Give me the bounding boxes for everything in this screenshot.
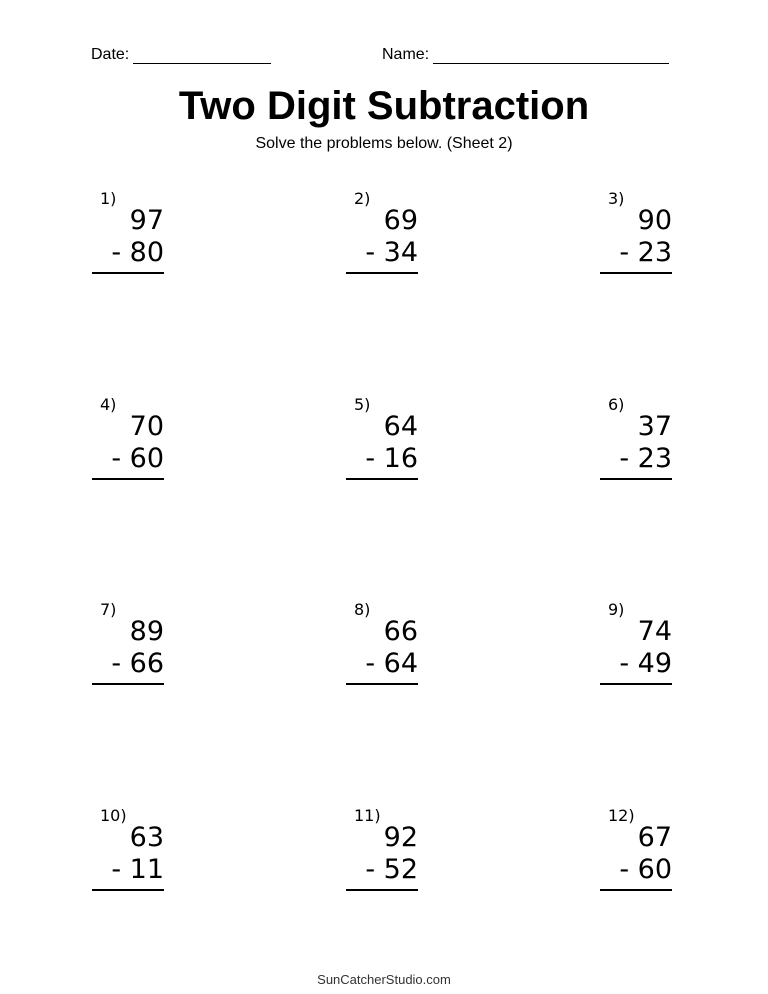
problem-number: 12) [608,806,635,825]
date-blank-line[interactable] [133,47,271,64]
date-label: Date: [91,46,130,63]
subtrahend: - 80 [111,237,164,268]
minuend: 90 [637,205,672,236]
name-field[interactable] [382,46,669,64]
answer-line [600,478,672,480]
worksheet-title: Two Digit Subtraction [178,84,590,128]
problem-number: 5) [354,395,371,414]
site-credit: SunCatcherStudio.com [317,972,451,987]
date-field[interactable] [91,46,271,64]
answer-line [346,889,418,891]
answer-line [92,478,164,480]
name-label: Name: [382,46,430,63]
answer-line [346,478,418,480]
answer-line [600,272,672,274]
answer-line [600,889,672,891]
answer-line [92,683,164,685]
problem-number: 2) [354,189,371,208]
problem-number: 1) [100,189,117,208]
problem-number: 8) [354,600,371,619]
subtrahend: - 64 [365,648,418,679]
minuend: 67 [637,822,672,853]
answer-line [92,272,164,274]
subtrahend: - 34 [365,237,418,268]
minuend: 66 [383,616,418,647]
subtrahend: - 60 [111,443,164,474]
subtrahend: - 66 [111,648,164,679]
answer-line [92,889,164,891]
subtrahend: - 52 [365,854,418,885]
minuend: 63 [129,822,164,853]
problem-number: 7) [100,600,117,619]
minuend: 37 [637,411,672,442]
problem-number: 9) [608,600,625,619]
answer-line [346,683,418,685]
worksheet-instructions: Solve the problems below. (Sheet 2) [255,135,513,152]
problem-number: 11) [354,806,381,825]
subtrahend: - 23 [619,443,672,474]
subtrahend: - 60 [619,854,672,885]
minuend: 92 [383,822,418,853]
minuend: 74 [637,616,672,647]
minuend: 69 [383,205,418,236]
problem-number: 10) [100,806,127,825]
minuend: 89 [129,616,164,647]
subtrahend: - 49 [619,648,672,679]
answer-line [600,683,672,685]
minuend: 97 [129,205,164,236]
subtrahend: - 16 [365,443,418,474]
name-blank-line[interactable] [433,47,669,64]
subtrahend: - 23 [619,237,672,268]
minuend: 64 [383,411,418,442]
subtrahend: - 11 [111,854,164,885]
problem-number: 4) [100,395,117,414]
answer-line [346,272,418,274]
problem-number: 3) [608,189,625,208]
problem-number: 6) [608,395,625,414]
minuend: 70 [129,411,164,442]
